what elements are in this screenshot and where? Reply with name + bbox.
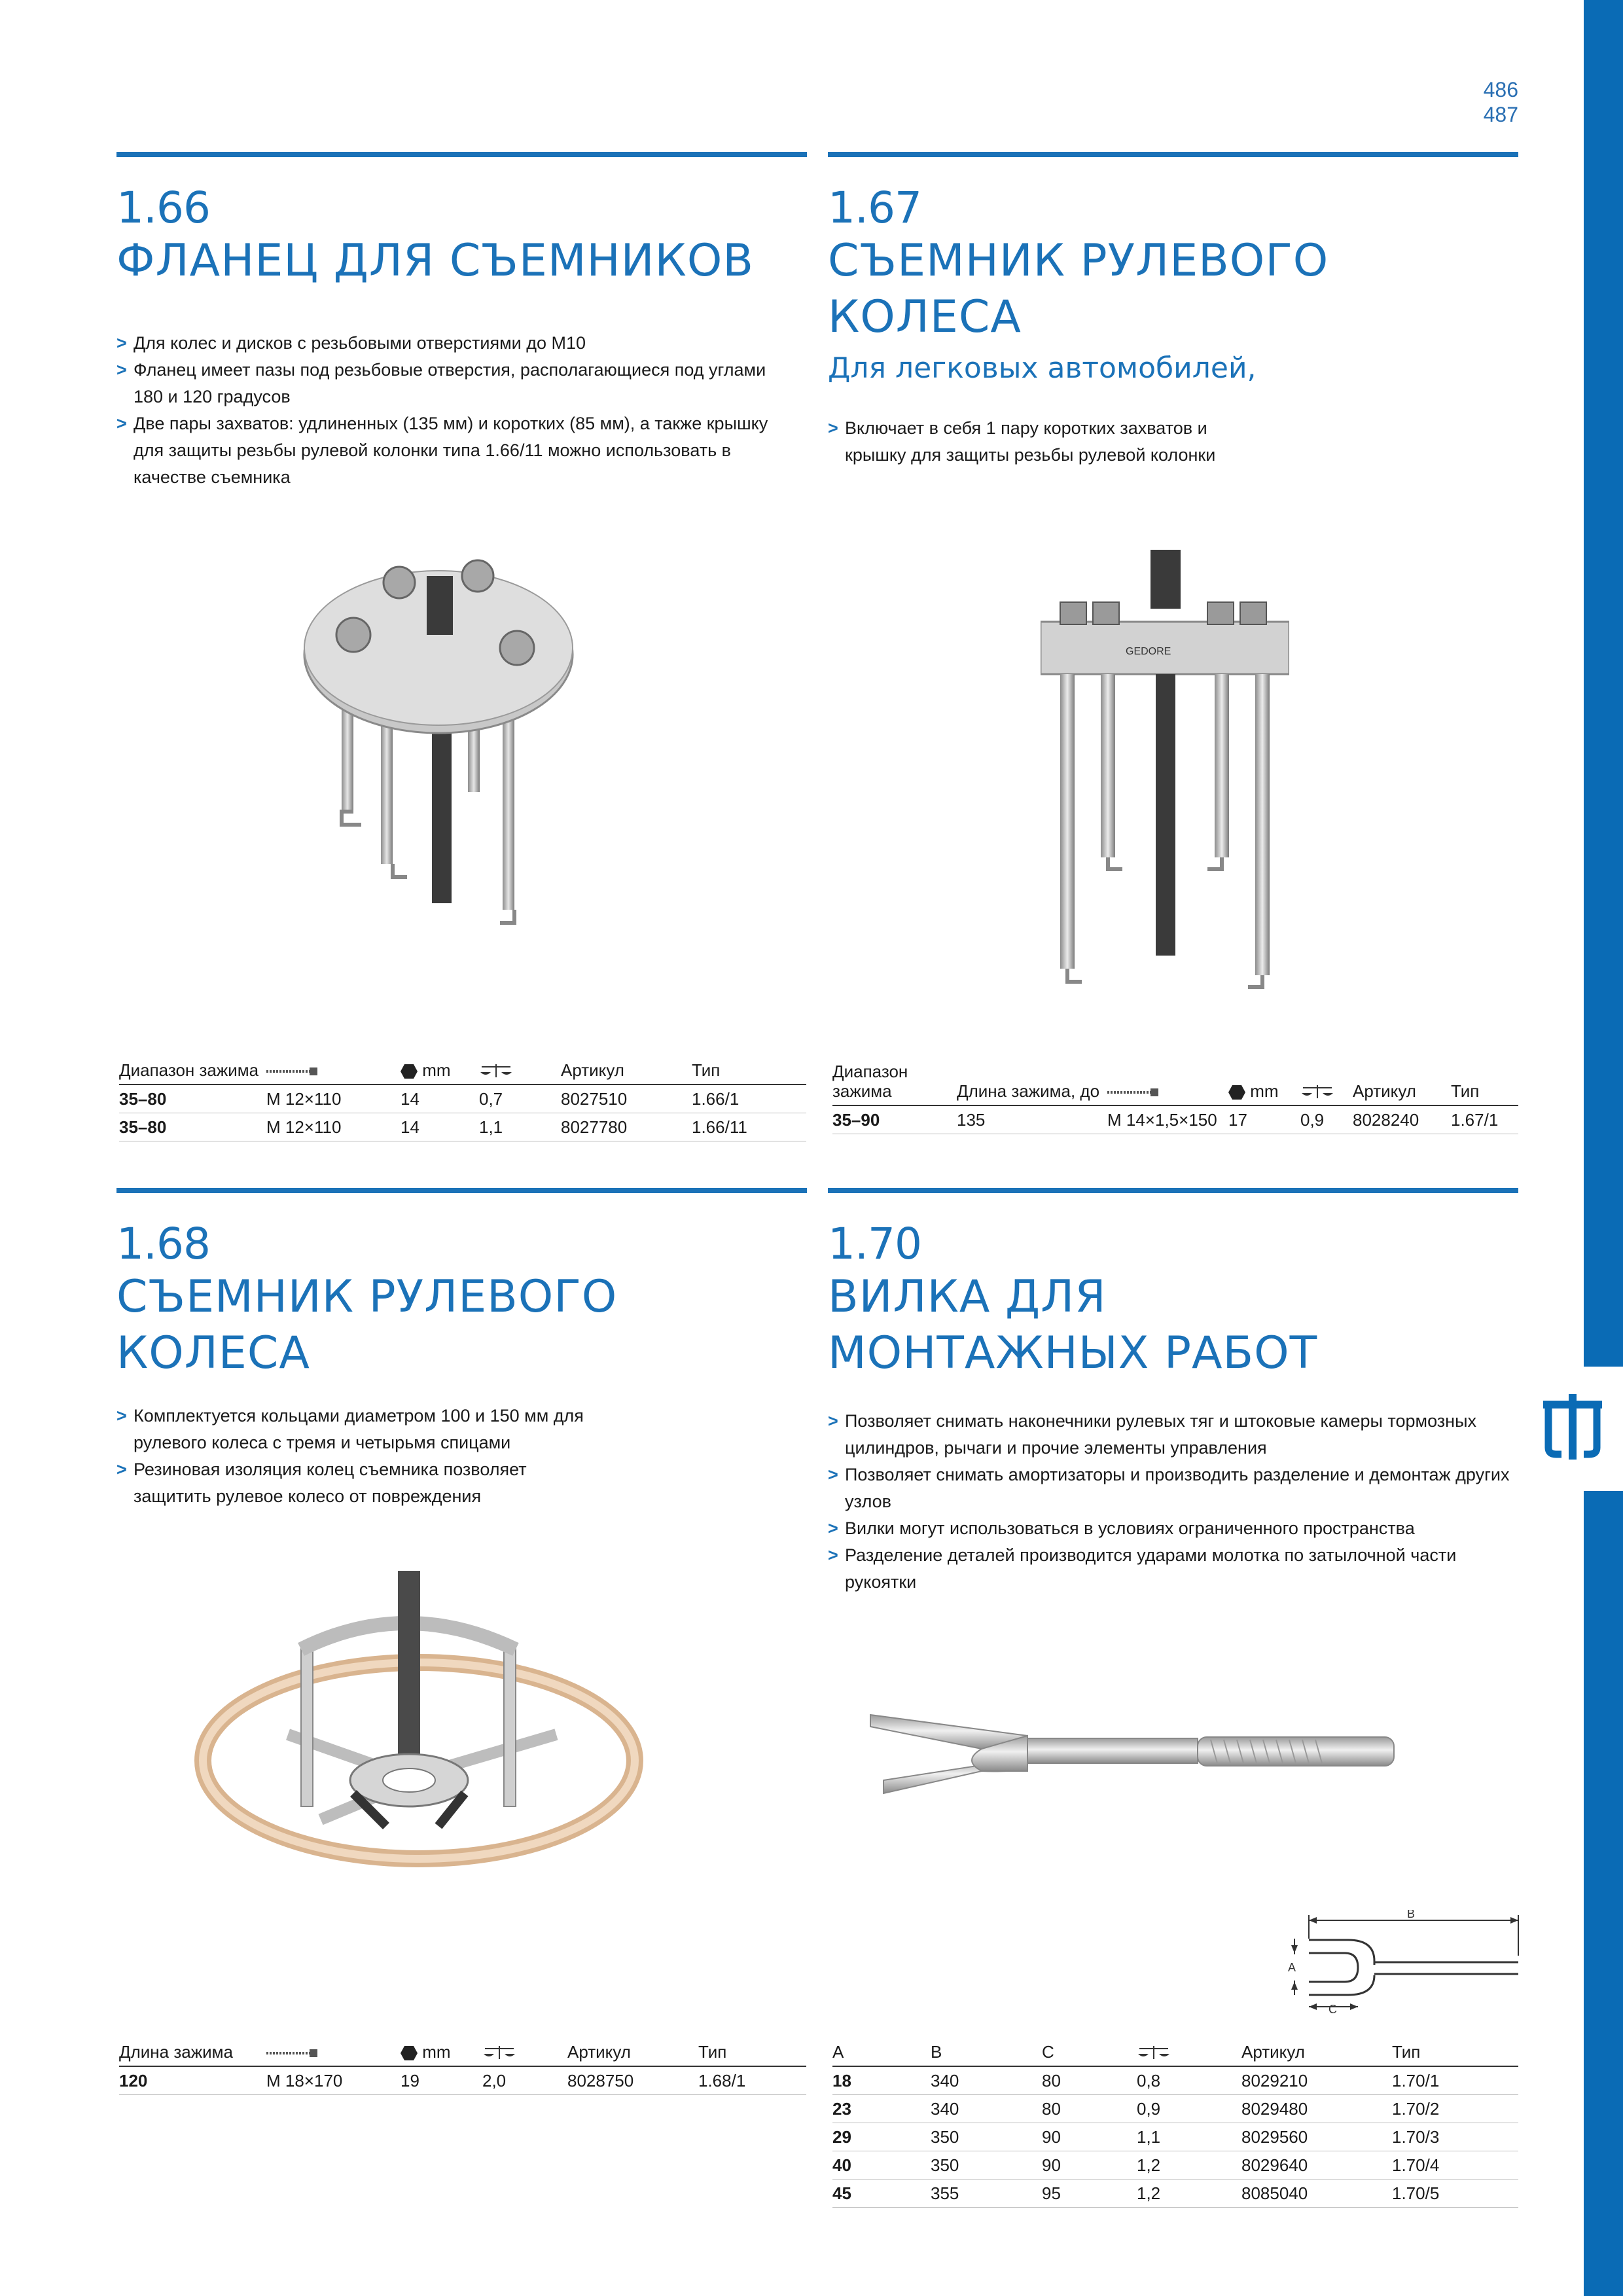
column-header: Тип [1392, 2042, 1518, 2066]
column-header: A [832, 2042, 931, 2066]
list-item: > Комплектуется кольцами диаметром 100 и 150 мм для рулевого колеса с тремя и четырьмя спицами [116, 1403, 588, 1456]
chevron-right-icon: > [828, 1545, 838, 1565]
column-header: Диапазон зажима [832, 1062, 957, 1105]
column-header: Длина зажима [119, 2042, 266, 2066]
table-row: 29 350 90 1,1 8029560 1.70/3 [832, 2123, 1518, 2151]
spec-table-1-68 [119, 2042, 806, 2095]
feature-list [828, 415, 1234, 469]
spec-table-1-70 [832, 2042, 1518, 2208]
chevron-right-icon: > [116, 333, 127, 353]
spec-table-1-66 [119, 1060, 806, 1141]
chevron-right-icon: > [116, 414, 127, 433]
table-row: 35–80 М 12×110 14 1,1 8027780 1.66/11 [119, 1113, 806, 1141]
page-number-left: 486 [1483, 78, 1518, 101]
column-header: Диапазон зажима [119, 1060, 266, 1085]
section-1-67 [828, 152, 1518, 469]
section-1-68 [116, 1188, 807, 1510]
table-row: 18 340 80 0,8 8029210 1.70/1 [832, 2066, 1518, 2095]
side-color-bar [1584, 0, 1623, 2296]
bolt-icon [266, 2048, 319, 2058]
hex-wrench-icon [401, 1064, 418, 1079]
column-header: Тип [1451, 1062, 1518, 1105]
column-header: mm [401, 1060, 479, 1085]
flange-puller-image [294, 537, 622, 942]
puller-icon [1537, 1391, 1609, 1463]
section-number: 1.67 [828, 183, 921, 233]
table-row: 35–80 М 12×110 14 0,7 8027510 1.66/1 [119, 1085, 806, 1113]
page-number-right: 487 [1483, 103, 1518, 126]
chevron-right-icon: > [116, 1460, 127, 1479]
section-subtitle: Для легковых автомобилей, [828, 351, 1257, 385]
list-item: > Включает в себя 1 пару коротких захватов и крышку для защиты резьбы рулевой колонки [828, 415, 1234, 469]
column-header [266, 1060, 401, 1085]
column-header: Артикул [567, 2042, 698, 2066]
section-number: 1.68 [116, 1219, 210, 1269]
column-header [479, 1060, 561, 1085]
table-row: 23 340 80 0,9 8029480 1.70/2 [832, 2095, 1518, 2123]
section-number: 1.66 [116, 183, 210, 233]
chevron-right-icon: > [116, 360, 127, 380]
steering-wheel-puller-image [1041, 550, 1289, 995]
column-header [482, 2042, 567, 2066]
fork-dimension-diagram [1276, 1910, 1525, 2015]
section-divider [828, 1188, 1518, 1193]
section-title: ФЛАНЕЦ ДЛЯ СЪЕМНИКОВ [116, 235, 754, 287]
side-tab [1525, 1367, 1623, 1491]
column-header: Артикул [1241, 2042, 1392, 2066]
chevron-right-icon: > [828, 418, 838, 438]
feature-list [116, 1403, 588, 1510]
column-header: B [931, 2042, 1042, 2066]
spec-table-1-67 [832, 1062, 1518, 1134]
list-item: > Для колес и дисков с резьбовыми отверстиями до М10 [116, 330, 797, 357]
list-item: > Позволяет снимать наконечники рулевых тяг и штоковые камеры тормозных цилиндров, рычаги и прочие элементы управления [828, 1408, 1515, 1462]
scale-weight-icon [1300, 1084, 1334, 1101]
column-header: Артикул [561, 1060, 692, 1085]
chevron-right-icon: > [828, 1465, 838, 1484]
hex-wrench-icon [1228, 1085, 1245, 1100]
column-header: mm [401, 2042, 482, 2066]
dim-label-a: A [1288, 1961, 1296, 1974]
table-row: 40 350 90 1,2 8029640 1.70/4 [832, 2151, 1518, 2179]
chevron-right-icon: > [116, 1406, 127, 1426]
section-number: 1.70 [828, 1219, 921, 1269]
page-numbers [1484, 77, 1518, 127]
column-header [266, 2042, 401, 2066]
section-title: ВИЛКА ДЛЯ МОНТАЖНЫХ РАБОТ [828, 1271, 1318, 1379]
scale-weight-icon [482, 2045, 516, 2062]
column-header: Длина зажима, до [957, 1062, 1107, 1105]
table-row: 120 М 18×170 19 2,0 8028750 1.68/1 [119, 2066, 806, 2095]
scale-weight-icon [479, 1063, 513, 1080]
section-1-70 [828, 1188, 1518, 1596]
section-title: СЪЕМНИК РУЛЕВОГО КОЛЕСА [828, 235, 1329, 343]
column-header: Тип [692, 1060, 806, 1085]
column-header [1300, 1062, 1353, 1105]
column-header [1107, 1062, 1228, 1105]
list-item: > Разделение деталей производится ударами молотка по затылочной части рукоятки [828, 1542, 1515, 1596]
column-header: mm [1228, 1062, 1300, 1105]
list-item: > Позволяет снимать амортизаторы и производить разделение и демонтаж других узлов [828, 1462, 1515, 1515]
section-title: СЪЕМНИК РУЛЕВОГО КОЛЕСА [116, 1271, 618, 1379]
bolt-icon [1107, 1087, 1160, 1098]
column-header [1137, 2042, 1241, 2066]
hex-wrench-icon [401, 2045, 418, 2061]
column-header: C [1042, 2042, 1137, 2066]
scale-weight-icon [1137, 2045, 1171, 2062]
section-divider [116, 152, 807, 157]
bolt-icon [266, 1066, 319, 1077]
dim-label-c: C [1329, 2003, 1337, 2015]
brand-label: GEDORE [1126, 646, 1171, 657]
table-row: 35–90 135 М 14×1,5×150 17 0,9 8028240 1.67/1 [832, 1105, 1518, 1134]
list-item: > Резиновая изоляция колец съемника позволяет защитить рулевое колесо от повреждения [116, 1456, 588, 1510]
list-item: > Фланец имеет пазы под резьбовые отверстия, располагающиеся под углами 180 и 120 градусов [116, 357, 797, 410]
dim-label-b: B [1407, 1910, 1416, 1920]
separator-fork-image [864, 1689, 1400, 1813]
section-divider [828, 152, 1518, 157]
feature-list [828, 1408, 1515, 1596]
section-1-66 [116, 152, 807, 491]
list-item: > Вилки могут использоваться в условиях ограниченного пространства [828, 1515, 1515, 1542]
wheel-puller-with-ring-image [190, 1571, 648, 1898]
chevron-right-icon: > [828, 1518, 838, 1538]
chevron-right-icon: > [828, 1411, 838, 1431]
feature-list [116, 330, 797, 491]
column-header: Артикул [1353, 1062, 1451, 1105]
table-row: 45 355 95 1,2 8085040 1.70/5 [832, 2179, 1518, 2208]
list-item: > Две пары захватов: удлиненных (135 мм) и коротких (85 мм), а также крышку для защиты резьбы рулевой колонки типа 1.66/11 можно использовать в качестве съемника [116, 410, 797, 491]
section-divider [116, 1188, 807, 1193]
column-header: Тип [698, 2042, 806, 2066]
